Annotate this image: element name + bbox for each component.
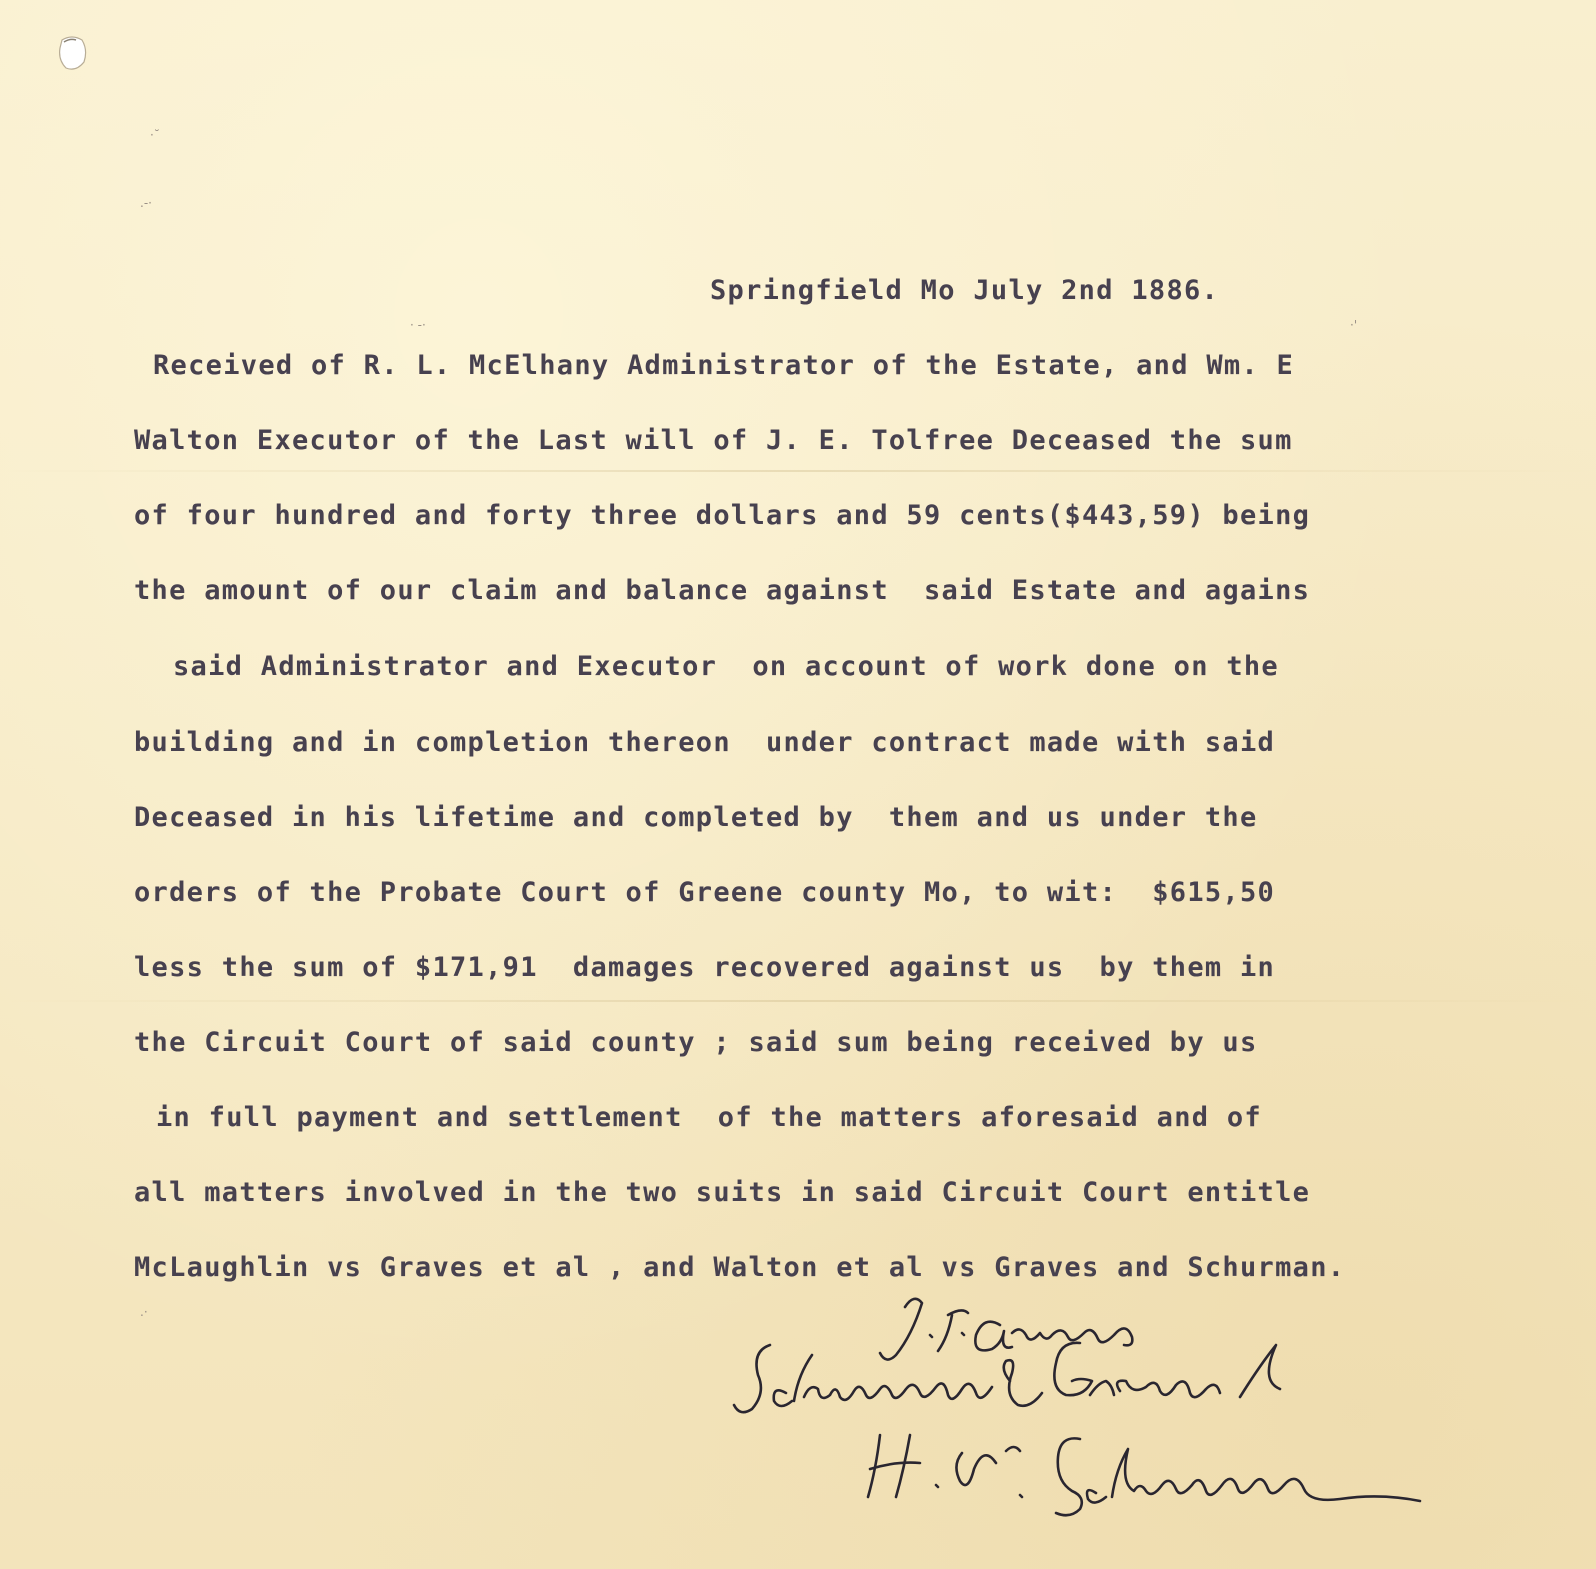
- signature-schurman-icon: [868, 1435, 1420, 1515]
- signature-firm-icon: [734, 1343, 1280, 1412]
- body-line: the amount of our claim and balance against said Estate and agains: [134, 575, 1311, 606]
- body-line: Walton Executor of the Last will of J. E. Tolfree Deceased the sum: [134, 425, 1293, 456]
- paper-fold: [0, 470, 1596, 472]
- paper-speck: ·': [1350, 318, 1358, 332]
- punch-hole-icon: [54, 34, 90, 74]
- body-line: the Circuit Court of said county ; said sum being received by us: [134, 1027, 1258, 1058]
- paper-speck: · -·: [410, 318, 426, 332]
- body-line: in full payment and settlement of the matters aforesaid and of: [156, 1102, 1262, 1133]
- body-line: of four hundred and forty three dollars and 59 cents($443,59) being: [134, 500, 1311, 531]
- paper-speck: .-·: [140, 196, 152, 210]
- paper-speck: ·˘: [150, 128, 160, 142]
- body-line: orders of the Probate Court of Greene county Mo, to wit: $615,50: [134, 877, 1276, 908]
- signature-graves-icon: [880, 1299, 1132, 1360]
- body-line: McLaughlin vs Graves et al , and Walton et al vs Graves and Schurman.: [134, 1252, 1346, 1283]
- body-line: all matters involved in the two suits in said Circuit Court entitle: [134, 1177, 1311, 1208]
- body-line: said Administrator and Executor on account of work done on the: [173, 651, 1279, 682]
- paper-speck: .·: [140, 1305, 148, 1319]
- body-line: Received of R. L. McElhany Administrator of the Estate, and Wm. E: [153, 350, 1295, 381]
- body-line: Deceased in his lifetime and completed by them and us under the: [134, 802, 1258, 833]
- body-line: building and in completion thereon under contract made with said: [134, 727, 1276, 758]
- handwritten-signatures-icon: [700, 1285, 1500, 1555]
- paper-fold: [0, 1000, 1596, 1002]
- body-line: less the sum of $171,91 damages recovered against us by them in: [134, 952, 1276, 983]
- signature-block: [700, 1285, 1500, 1555]
- dateline: Springfield Mo July 2nd 1886.: [710, 275, 1220, 306]
